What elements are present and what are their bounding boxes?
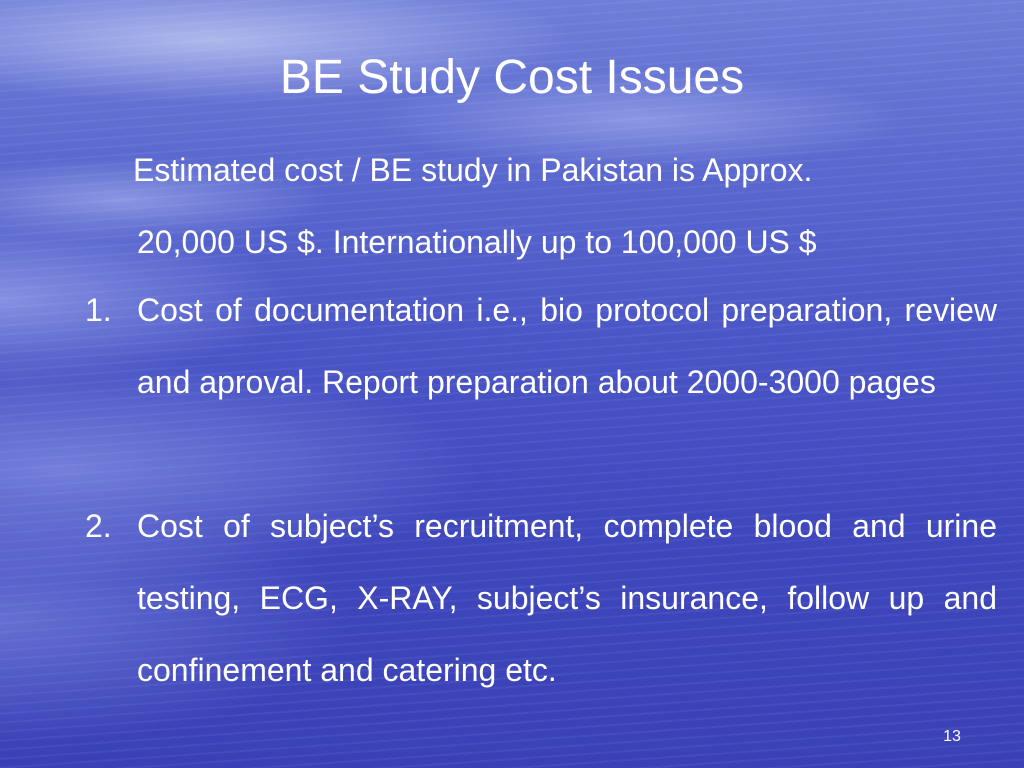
list-item-number: 1. bbox=[85, 292, 112, 328]
list-item-number: 2. bbox=[85, 508, 112, 544]
page-number: 13 bbox=[943, 728, 961, 745]
list-item-text: Cost of subject’s recruitment, complete blood and urine testing, ECG, X-RAY, subject’s insurance, follow up and confinement and catering etc. bbox=[137, 508, 997, 688]
list-item-text: Cost of documentation i.e., bio protocol preparation, review and aproval. Report preparation about 2000-3000 pages bbox=[137, 292, 997, 400]
intro-line-1: Estimated cost / BE study in Pakistan is Approx. bbox=[133, 152, 813, 188]
slide-title-text: BE Study Cost Issues bbox=[279, 51, 745, 104]
intro-paragraph bbox=[133, 134, 997, 278]
intro-line-2: 20,000 US $. Internationally up to 100,000 US $ bbox=[137, 224, 817, 260]
